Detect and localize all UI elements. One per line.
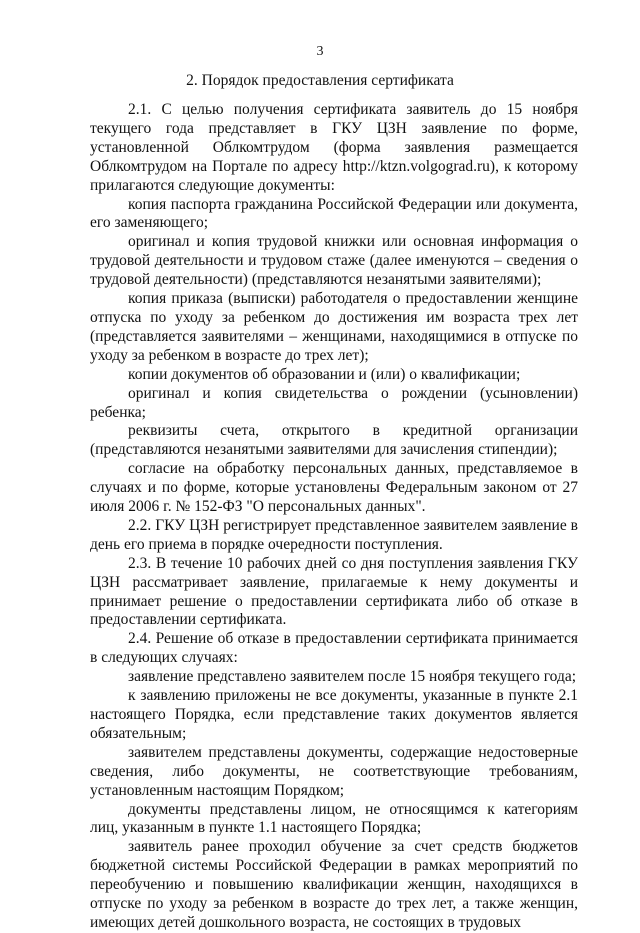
page-number: 3 [316, 44, 324, 59]
list-item-leave-order: копия приказа (выписки) работодателя о предоставлении женщине отпуска по уходу за ребенком до достижения им возраста трех лет (представляется заявителями – женщинами, находящимися в отпуске по уходу за ребенком в возрасте до трех лет); [90, 290, 578, 364]
section-title: 2. Порядок предоставления сертификата [186, 72, 454, 89]
paragraph-2-4: 2.4. Решение об отказе в предоставлении сертификата принимается в следующих случаях: [90, 630, 578, 667]
list-item-data-consent: согласие на обработку персональных данных, представляемое в случаях и по форме, которые установлены Федеральным законом от 27 июля 2006 г. № 152-ФЗ "О персональных данных". [90, 460, 578, 516]
list-item-birth-certificate: оригинал и копия свидетельства о рождении (усыновлении) ребенка; [90, 384, 578, 421]
refusal-reason-prior-training: заявитель ранее проходил обучение за счет средств бюджетов бюджетной системы Российской Федерации в рамках мероприятий по переобучению и повышению квалификации женщин, находящихся в отпуске по уходу за ребенком в возрасте до трех лет, а также женщин, имеющих детей дошкольного возраста, не состоящих в трудовых [90, 838, 578, 931]
refusal-reason-late: заявление представлено заявителем после 15 ноября текущего года; [128, 668, 577, 686]
list-item-education-docs: копии документов об образовании и (или) о квалификации; [128, 365, 521, 383]
refusal-reason-invalid-docs: заявителем представлены документы, содержащие недостоверные сведения, либо документы, не соответствующие требованиям, установленным настоящим Порядком; [90, 743, 578, 799]
list-item-work-record: оригинал и копия трудовой книжки или основная информация о трудовой деятельности и трудовом стаже (далее именуются – сведения о трудовой деятельности) (представляются незанятыми заявителями); [90, 233, 578, 289]
paragraph-2-1: 2.1. С целью получения сертификата заявитель до 15 ноября текущего года представляет в ГКУ ЦЗН заявление по форме, установленной Облкомтрудом (форма заявления размещается Облкомтрудом на Портале по адресу http://ktzn.volgograd.ru), к которому прилагаются следующие документы: [90, 101, 578, 194]
list-item-passport-copy: копия паспорта гражданина Российской Федерации или документа, его заменяющего; [90, 195, 578, 232]
paragraph-2-3: 2.3. В течение 10 рабочих дней со дня поступления заявления ГКУ ЦЗН рассматривает заявление, прилагаемые к нему документы и принимает решение о предоставлении сертификата либо об отказе в предоставлении сертификата. [90, 554, 578, 629]
list-item-bank-details: реквизиты счета, открытого в кредитной организации (представляются незанятыми заявителями для зачисления стипендии); [90, 422, 578, 459]
refusal-reason-incomplete: к заявлению приложены не все документы, указанные в пункте 2.1 настоящего Порядка, если представление таких документов является обязательным; [90, 687, 578, 742]
refusal-reason-wrong-category: документы представлены лицом, не относящимся к категориям лиц, указанным в пункте 1.1 настоящего Порядка; [90, 800, 578, 837]
document-body [90, 101, 578, 933]
paragraph-2-2: 2.2. ГКУ ЦЗН регистрирует представленное заявителем заявление в день его приема в порядке очередности поступления. [90, 516, 578, 553]
